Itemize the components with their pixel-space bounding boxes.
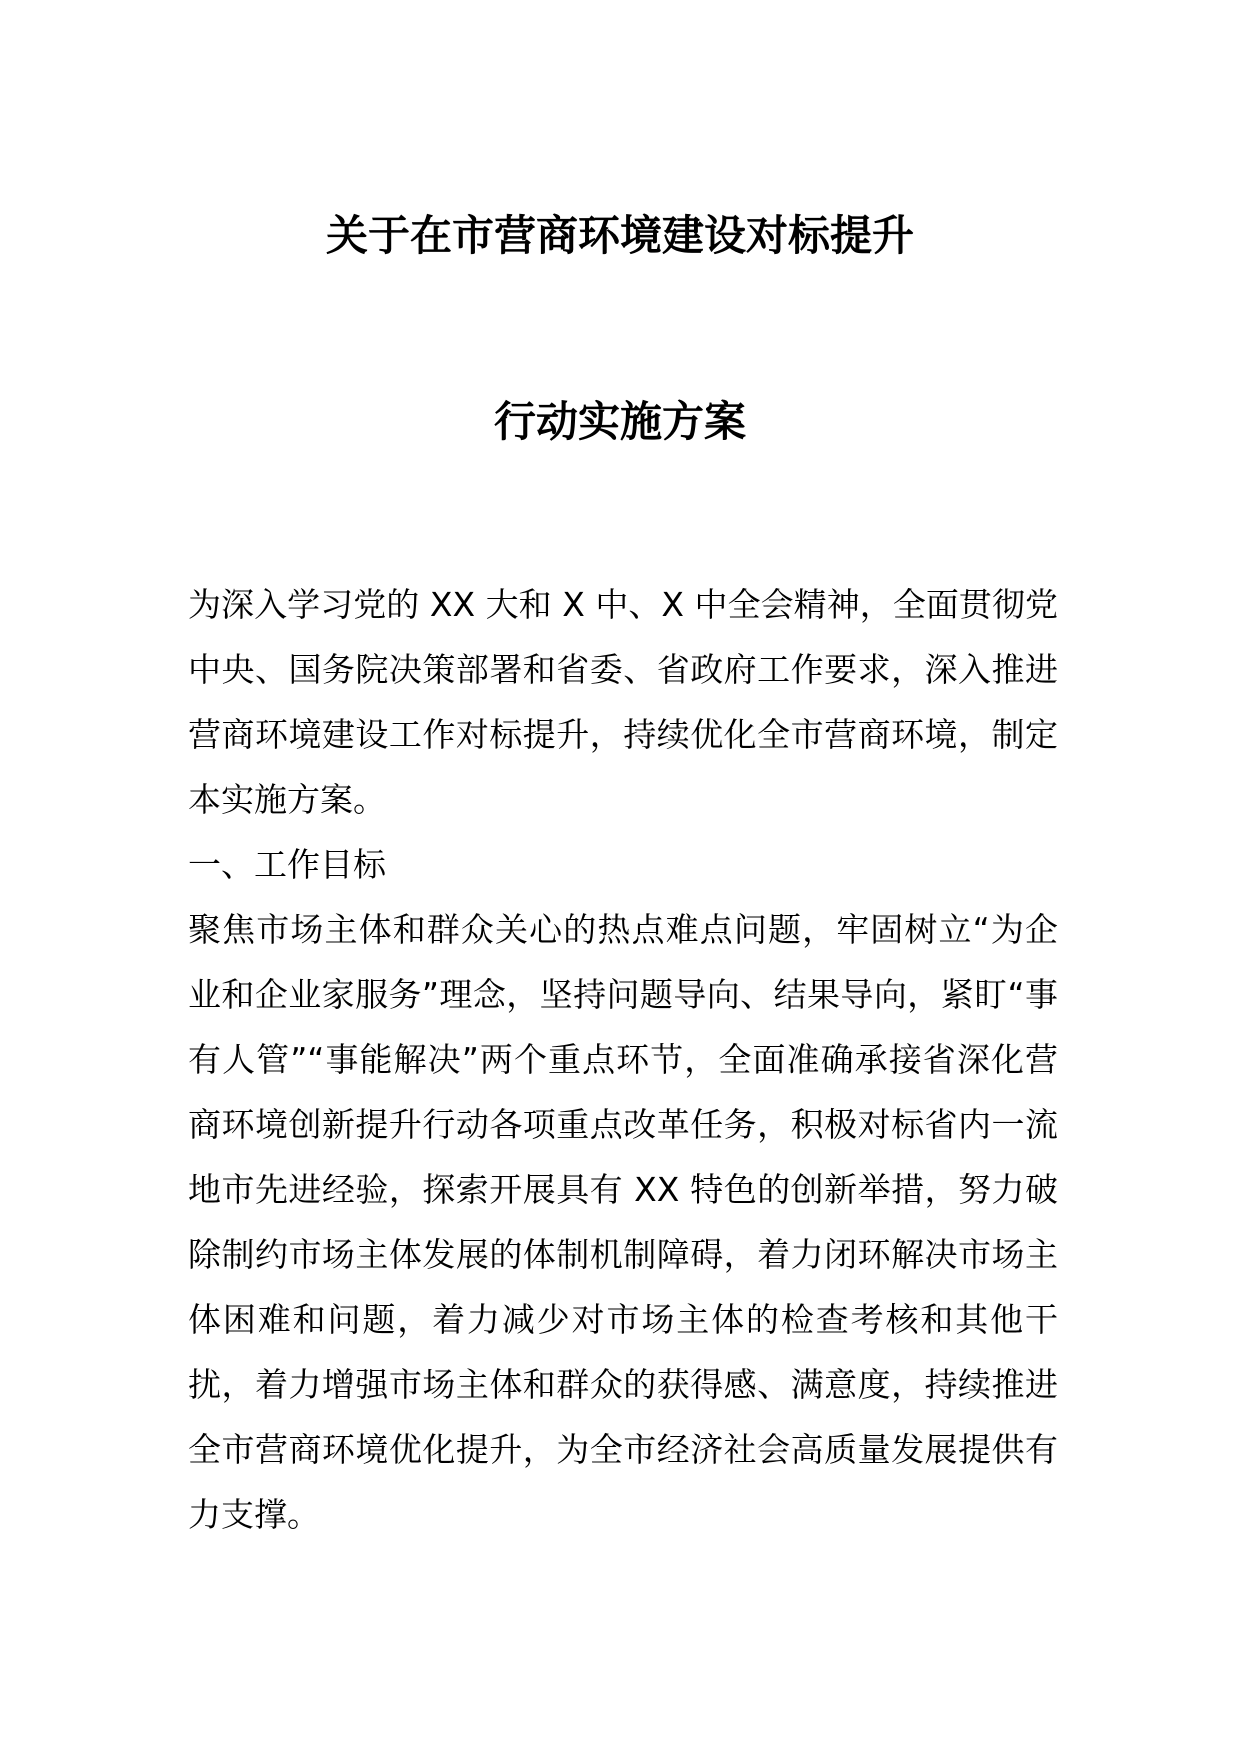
goal-paragraph: 聚焦市场主体和群众关心的热点难点问题，牢固树立“为企业和企业家服务”理念，坚持问题导向、结果导向，紧盯“事有人管”“事能解决”两个重点环节，全面准确承接省深化营商环境创新提升行动各项重点改革任务，积极对标省内一流地市先进经验，探索开展具有 XX 特色的创新举措，努力破除制约市场主体发展的体制机制障碍，着力闭环解决市场主体困难和问题，着力减少对市场主体的检查考核和其他干扰，着力增强市场主体和群众的获得感、满意度，持续推进全市营商环境优化提升，为全市经济社会高质量发展提供有力支撑。: [188, 910, 1058, 1534]
document-title-line-2: 行动实施方案: [493, 397, 746, 446]
intro-paragraph: 为深入学习党的 XX 大和 X 中、X 中全会精神，全面贯彻党中央、国务院决策部署和省委、省政府工作要求，深入推进营商环境建设工作对标提升，持续优化全市营商环境，制定本实施方案。: [188, 585, 1058, 819]
section-heading-work-goals: 一、工作目标: [188, 845, 386, 884]
document-title-line-1: 关于在市营商环境建设对标提升: [325, 211, 914, 260]
